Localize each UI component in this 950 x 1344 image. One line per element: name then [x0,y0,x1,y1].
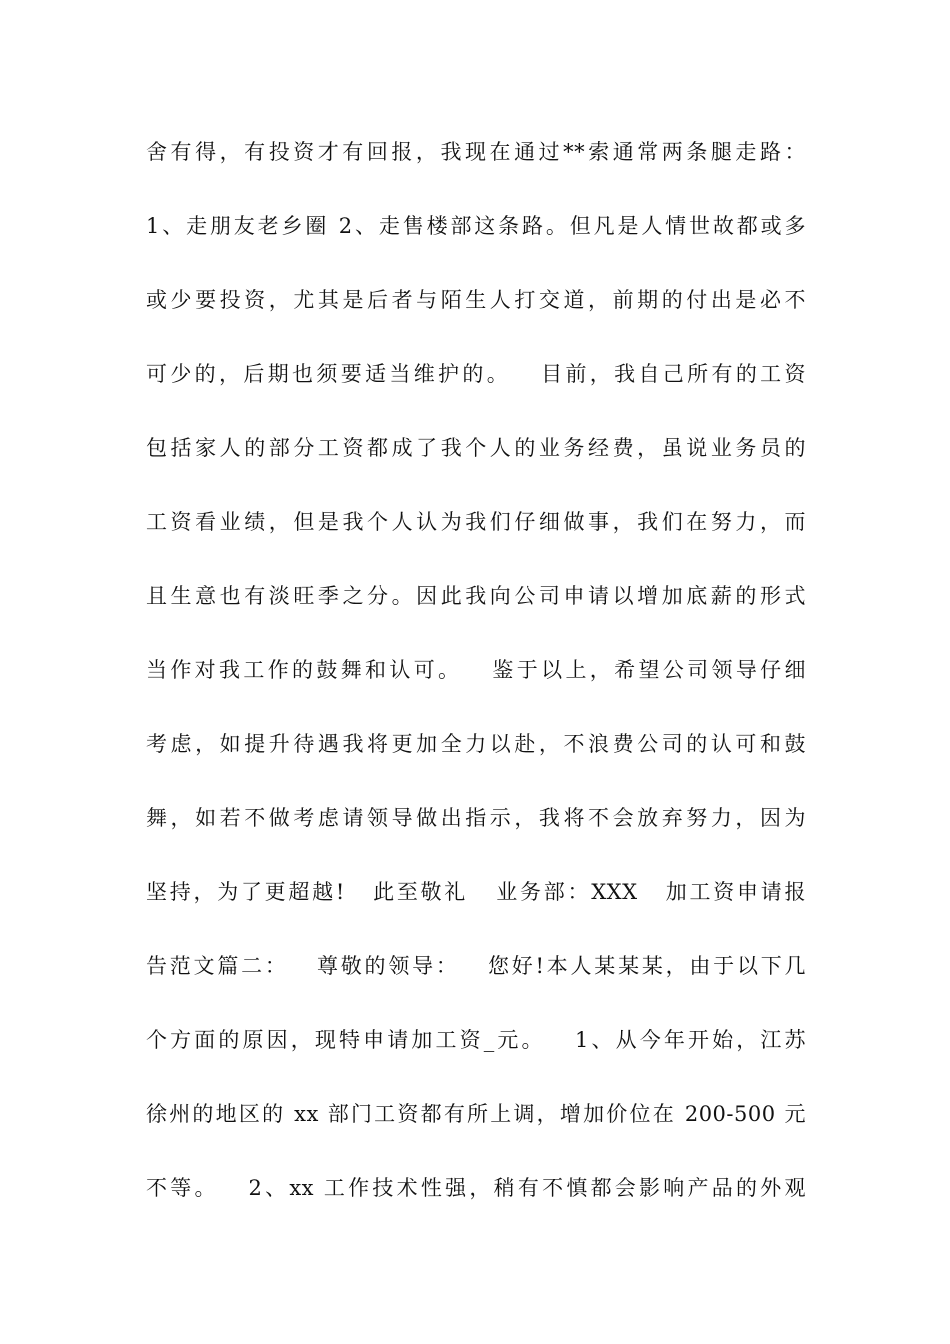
text-line: 告范文篇二： 尊敬的领导： 您好!本人某某某，由于以下几 [146,954,806,978]
text-line: 考虑，如提升待遇我将更加全力以赴，不浪费公司的认可和鼓 [146,732,806,756]
text-line: 包括家人的部分工资都成了我个人的业务经费，虽说业务员的 [146,436,806,460]
text-line: 或少要投资，尤其是后者与陌生人打交道，前期的付出是必不 [146,288,806,312]
text-line: 舞，如若不做考虑请领导做出指示，我将不会放弃努力，因为 [146,806,806,830]
text-line: 不等。 2、xx 工作技术性强，稍有不慎都会影响产品的外观 [146,1176,806,1200]
text-line: 徐州的地区的 xx 部门工资都有所上调，增加价位在 200-500 元 [146,1102,806,1126]
text-line: 且生意也有淡旺季之分。因此我向公司申请以增加底薪的形式 [146,584,806,608]
text-line: 个方面的原因，现特申请加工资_元。 1、从今年开始，江苏 [146,1028,806,1052]
text-line: 当作对我工作的鼓舞和认可。 鉴于以上，希望公司领导仔细 [146,658,806,682]
text-line: 可少的，后期也须要适当维护的。 目前，我自己所有的工资 [146,362,806,386]
text-line: 1、走朋友老乡圈 2、走售楼部这条路。但凡是人情世故都或多 [146,214,806,238]
text-line: 坚持，为了更超越! 此至敬礼 业务部：XXX 加工资申请报 [146,880,806,904]
text-line: 舍有得，有投资才有回报，我现在通过**索通常两条腿走路： [146,140,806,164]
text-line: 工资看业绩，但是我个人认为我们仔细做事，我们在努力，而 [146,510,806,534]
document-body [146,133,806,1243]
